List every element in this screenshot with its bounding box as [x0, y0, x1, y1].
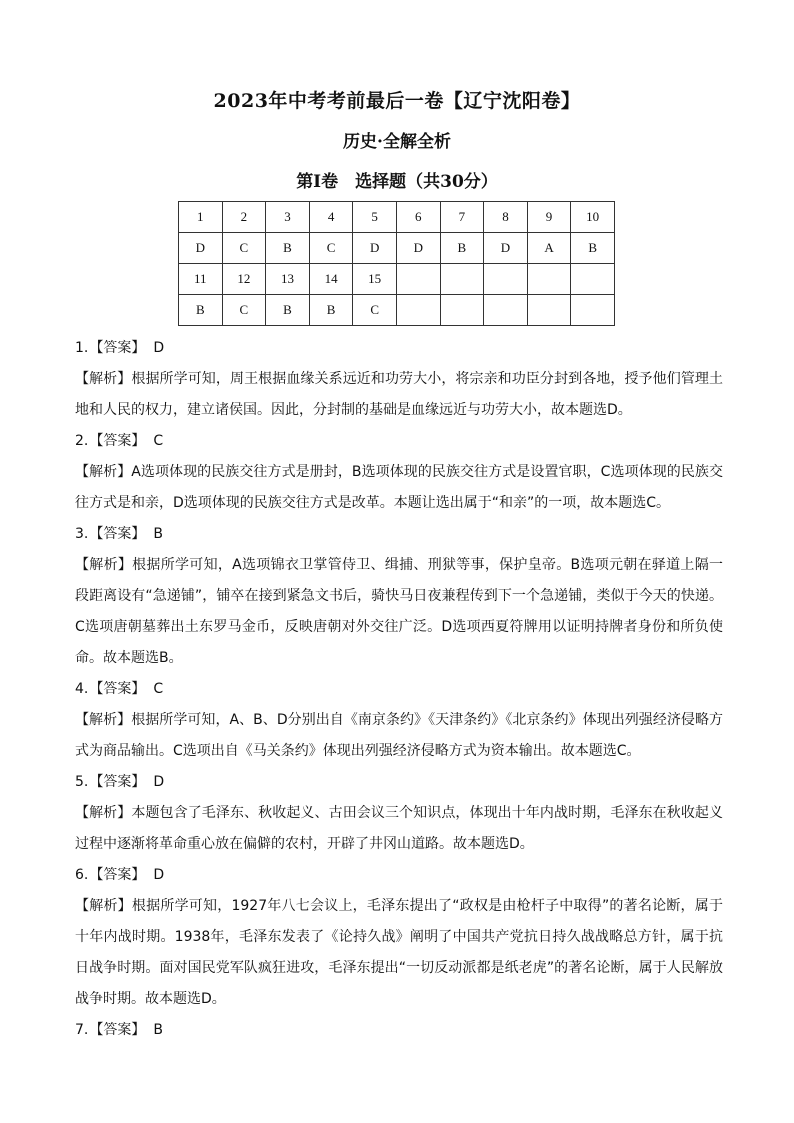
document-subtitle: 历史·全解全析: [343, 132, 451, 152]
table-cell: B: [179, 295, 223, 326]
answer-line: [75, 674, 723, 705]
table-cell: [484, 264, 528, 295]
answer-line: [75, 767, 723, 798]
table-cell: 2: [222, 202, 266, 233]
table-cell: 11: [179, 264, 223, 295]
table-row: [179, 233, 615, 264]
table-row: [179, 264, 615, 295]
question-block: [75, 674, 723, 767]
question-number: 5.: [75, 774, 89, 790]
question-number: 4.: [75, 681, 89, 697]
analysis-tag: 【解析】: [75, 805, 132, 821]
analysis-paragraph: [75, 705, 723, 767]
analysis-paragraph: [75, 798, 723, 860]
analysis-text: 根据所学可知，1927年八七会议上，毛泽东提出了“政权是由枪杆子中取得”的著名论断，属于十年内战时期。1938年，毛泽东发表了《论持久战》阐明了中国共产党抗日持久战战略总方针，属于抗日战争时期。面对国民党军队疯狂进攻，毛泽东提出“一切反动派都是纸老虎”的著名论断，属于人民解放战争时期。故本题选D。: [75, 898, 724, 1007]
answer-tag: 【答案】: [89, 526, 146, 542]
answer-tag: 【答案】: [89, 774, 146, 790]
table-cell: D: [179, 233, 223, 264]
table-cell: [396, 264, 440, 295]
question-block: [75, 426, 723, 519]
table-cell: 8: [484, 202, 528, 233]
table-cell: 6: [396, 202, 440, 233]
table-cell: 9: [527, 202, 571, 233]
question-block: [75, 333, 723, 426]
table-cell: 13: [266, 264, 310, 295]
question-block: [75, 519, 723, 674]
analysis-paragraph: [75, 364, 723, 426]
answer-letter: B: [153, 526, 163, 542]
table-cell: C: [222, 233, 266, 264]
table-cell: B: [440, 233, 484, 264]
answer-line: [75, 426, 723, 457]
table-cell: 1: [179, 202, 223, 233]
table-cell: C: [353, 295, 397, 326]
table-cell: D: [353, 233, 397, 264]
answer-line: [75, 333, 723, 364]
table-cell: 12: [222, 264, 266, 295]
answer-line: [75, 519, 723, 550]
table-cell: D: [396, 233, 440, 264]
answer-letter: D: [153, 774, 165, 790]
answer-tag: 【答案】: [89, 867, 146, 883]
question-block: [75, 860, 723, 1015]
analysis-paragraph: [75, 457, 723, 519]
table-cell: D: [484, 233, 528, 264]
question-number: 1.: [75, 340, 89, 356]
analysis-paragraph: [75, 550, 723, 674]
analysis-tag: 【解析】: [75, 557, 133, 573]
analysis-text: 根据所学可知，A、B、D分别出自《南京条约》《天津条约》《北京条约》体现出列强经济侵略方式为商品输出。C选项出自《马关条约》体现出列强经济侵略方式为资本输出。故本题选C。: [75, 712, 724, 759]
table-cell: B: [266, 233, 310, 264]
answer-letter: C: [153, 681, 164, 697]
question-number: 2.: [75, 433, 89, 449]
analysis-text: 根据所学可知，周王根据血缘关系远近和功劳大小，将宗亲和功臣分封到各地，授予他们管理土地和人民的权力，建立诸侯国。因此，分封制的基础是血缘远近与功劳大小，故本题选D。: [75, 371, 724, 418]
document-title: 2023年中考考前最后一卷【辽宁沈阳卷】: [213, 90, 581, 112]
answer-letter: B: [153, 1022, 163, 1038]
analysis-tag: 【解析】: [75, 464, 132, 480]
table-cell: 10: [571, 202, 615, 233]
table-cell: C: [222, 295, 266, 326]
analysis-tag: 【解析】: [75, 371, 132, 387]
table-cell: [571, 264, 615, 295]
answer-letter: C: [153, 433, 164, 449]
table-cell: [396, 295, 440, 326]
table-row: [179, 202, 615, 233]
analysis-tag: 【解析】: [75, 712, 132, 728]
table-cell: C: [309, 233, 353, 264]
table-cell: [527, 264, 571, 295]
answer-tag: 【答案】: [89, 340, 146, 356]
analysis-paragraph: [75, 891, 723, 1015]
analysis-text: A选项体现的民族交往方式是册封，B选项体现的民族交往方式是设置官职，C选项体现的民族交往方式是和亲，D选项体现的民族交往方式是改革。本题让选出属于“和亲”的一项，故本题选C。: [75, 464, 723, 511]
table-cell: B: [309, 295, 353, 326]
analysis-text: 本题包含了毛泽东、秋收起义、古田会议三个知识点，体现出十年内战时期，毛泽东在秋收起义过程中逐渐将革命重心放在偏僻的农村，开辟了井冈山道路。故本题选D。: [75, 805, 724, 852]
question-number: 6.: [75, 867, 89, 883]
table-row: [179, 295, 615, 326]
question-number: 7.: [75, 1022, 89, 1038]
table-cell: [571, 295, 615, 326]
answer-line: [75, 860, 723, 891]
question-number: 3.: [75, 526, 89, 542]
answer-letter: D: [153, 340, 165, 356]
table-cell: 14: [309, 264, 353, 295]
table-cell: 15: [353, 264, 397, 295]
table-cell: B: [571, 233, 615, 264]
table-cell: [440, 264, 484, 295]
answer-key-table: [178, 201, 615, 326]
analysis-text: 根据所学可知，A选项锦衣卫掌管侍卫、缉捕、刑狱等事，保护皇帝。B选项元朝在驿道上隔一段距离设有“急递铺”，铺卒在接到紧急文书后，骑快马日夜兼程传到下一个急递铺，类似于今天的快递。C选项唐朝墓葬出土东罗马金币，反映唐朝对外交往广泛。D选项西夏符牌用以证明持牌者身份和所负使命。故本题选B。: [75, 557, 723, 666]
table-cell: [440, 295, 484, 326]
section-heading: 第Ⅰ卷 选择题（共30分）: [296, 172, 498, 192]
answer-tag: 【答案】: [89, 433, 146, 449]
table-cell: 7: [440, 202, 484, 233]
answer-explanations: [75, 333, 723, 1046]
answer-letter: D: [153, 867, 165, 883]
analysis-tag: 【解析】: [75, 898, 132, 914]
table-cell: [484, 295, 528, 326]
table-cell: 3: [266, 202, 310, 233]
table-cell: 4: [309, 202, 353, 233]
table-cell: A: [527, 233, 571, 264]
question-block: [75, 1015, 723, 1046]
table-cell: B: [266, 295, 310, 326]
answer-tag: 【答案】: [89, 1022, 146, 1038]
question-block: [75, 767, 723, 860]
table-cell: 5: [353, 202, 397, 233]
answer-line: [75, 1015, 723, 1046]
answer-tag: 【答案】: [89, 681, 146, 697]
table-cell: [527, 295, 571, 326]
